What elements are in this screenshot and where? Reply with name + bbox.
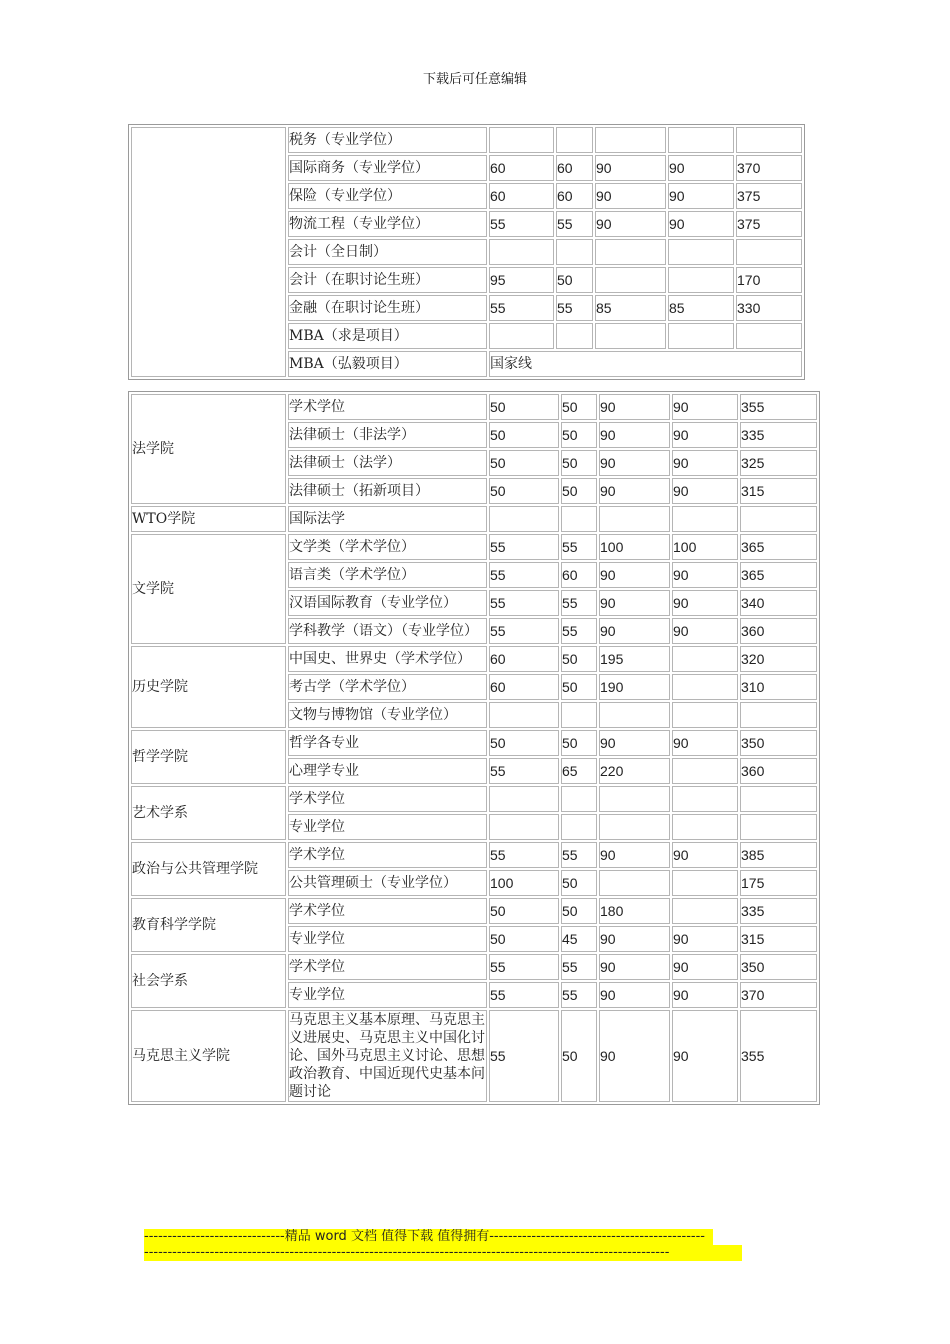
footer-line: ---------------------------------------------------------------------------------------------------------------- <box>144 1245 742 1261</box>
table-row <box>131 646 817 672</box>
score-cell: 50 <box>489 478 559 504</box>
score-cell: 90 <box>668 155 734 181</box>
merged-score-cell: 国家线 <box>489 351 802 377</box>
score-cell <box>599 506 670 532</box>
score-cell: 50 <box>489 730 559 756</box>
score-cell: 55 <box>561 534 597 560</box>
score-cell: 90 <box>672 982 738 1008</box>
score-cell: 50 <box>561 422 597 448</box>
college-cell <box>131 127 286 377</box>
score-cell: 50 <box>561 646 597 672</box>
score-cell: 50 <box>489 926 559 952</box>
score-cell: 90 <box>599 730 670 756</box>
total-score-cell: 355 <box>740 394 817 420</box>
score-cell <box>595 323 666 349</box>
score-cell: 90 <box>599 1010 670 1102</box>
score-cell: 90 <box>672 590 738 616</box>
total-score-cell: 385 <box>740 842 817 868</box>
table-row <box>131 842 817 868</box>
score-cell: 50 <box>489 898 559 924</box>
total-score-cell: 360 <box>740 758 817 784</box>
total-score-cell: 375 <box>736 211 802 237</box>
score-cell: 55 <box>489 758 559 784</box>
score-cell: 90 <box>672 1010 738 1102</box>
program-cell: 学术学位 <box>288 898 487 924</box>
score-cell <box>668 323 734 349</box>
program-cell: 学术学位 <box>288 842 487 868</box>
college-name-cell: 政治与公共管理学院 <box>131 842 286 896</box>
score-cell: 50 <box>561 450 597 476</box>
total-score-cell: 370 <box>736 155 802 181</box>
score-cell: 90 <box>668 211 734 237</box>
score-cell: 55 <box>561 954 597 980</box>
score-cell: 95 <box>489 267 554 293</box>
score-cell: 90 <box>672 842 738 868</box>
total-score-cell <box>740 702 817 728</box>
score-cell: 195 <box>599 646 670 672</box>
program-cell: 国际商务（专业学位） <box>288 155 487 181</box>
score-cell: 90 <box>599 562 670 588</box>
score-cell: 55 <box>561 590 597 616</box>
table-row <box>131 1010 817 1102</box>
score-cell <box>672 870 738 896</box>
total-score-cell <box>740 506 817 532</box>
total-score-cell: 365 <box>740 562 817 588</box>
score-table <box>128 391 820 1105</box>
score-cell <box>489 239 554 265</box>
college-name-cell: 法学院 <box>131 394 286 504</box>
table-row <box>131 730 817 756</box>
program-cell: 会计（在职讨论生班） <box>288 267 487 293</box>
total-score-cell <box>740 814 817 840</box>
score-cell: 90 <box>599 926 670 952</box>
score-cell: 60 <box>561 562 597 588</box>
program-cell: MBA（弘毅项目） <box>288 351 487 377</box>
score-cell: 85 <box>668 295 734 321</box>
footer-banner <box>144 1229 742 1261</box>
score-cell: 55 <box>556 295 593 321</box>
score-cell <box>599 786 670 812</box>
score-cell: 60 <box>556 155 593 181</box>
score-cell: 90 <box>599 618 670 644</box>
score-cell: 220 <box>599 758 670 784</box>
college-name-cell: WTO学院 <box>131 506 286 532</box>
score-cell: 90 <box>599 450 670 476</box>
score-cell: 100 <box>599 534 670 560</box>
program-cell: 税务（专业学位） <box>288 127 487 153</box>
score-cell: 50 <box>561 898 597 924</box>
score-cell <box>668 239 734 265</box>
program-cell: 考古学（学术学位） <box>288 674 487 700</box>
total-score-cell: 350 <box>740 730 817 756</box>
table-row <box>131 394 817 420</box>
total-score-cell <box>736 323 802 349</box>
score-cell <box>672 702 738 728</box>
score-cell: 55 <box>561 618 597 644</box>
score-cell <box>489 814 559 840</box>
program-cell: 文物与博物馆（专业学位） <box>288 702 487 728</box>
total-score-cell: 370 <box>740 982 817 1008</box>
program-cell: 学科教学（语文）（专业学位） <box>288 618 487 644</box>
college-name-cell: 社会学系 <box>131 954 286 1008</box>
total-score-cell: 315 <box>740 926 817 952</box>
program-cell: 金融（在职讨论生班） <box>288 295 487 321</box>
college-name-cell: 历史学院 <box>131 646 286 728</box>
program-cell: 中国史、世界史（学术学位） <box>288 646 487 672</box>
score-cell: 55 <box>489 562 559 588</box>
score-cell <box>599 702 670 728</box>
program-cell: 心理学专业 <box>288 758 487 784</box>
score-cell <box>672 898 738 924</box>
score-cell <box>489 323 554 349</box>
score-cell: 55 <box>489 618 559 644</box>
score-cell: 90 <box>599 590 670 616</box>
score-cell <box>561 786 597 812</box>
score-cell <box>599 814 670 840</box>
program-cell: 法律硕士（拓新项目） <box>288 478 487 504</box>
score-cell: 90 <box>672 478 738 504</box>
total-score-cell: 340 <box>740 590 817 616</box>
score-cell <box>595 239 666 265</box>
score-cell <box>595 267 666 293</box>
total-score-cell: 175 <box>740 870 817 896</box>
score-cell: 180 <box>599 898 670 924</box>
score-cell: 90 <box>599 954 670 980</box>
score-cell: 90 <box>672 730 738 756</box>
score-cell: 45 <box>561 926 597 952</box>
total-score-cell: 355 <box>740 1010 817 1102</box>
table-row <box>131 786 817 812</box>
score-cell: 50 <box>561 478 597 504</box>
score-cell: 50 <box>489 394 559 420</box>
score-cell: 90 <box>595 183 666 209</box>
table-row <box>131 898 817 924</box>
total-score-cell <box>736 127 802 153</box>
program-cell: 哲学各专业 <box>288 730 487 756</box>
program-cell: 语言类（学术学位） <box>288 562 487 588</box>
score-cell: 90 <box>672 422 738 448</box>
score-cell: 55 <box>489 534 559 560</box>
total-score-cell: 315 <box>740 478 817 504</box>
program-cell: 专业学位 <box>288 982 487 1008</box>
score-cell: 55 <box>489 1010 559 1102</box>
total-score-cell <box>736 239 802 265</box>
score-cell <box>556 323 593 349</box>
score-cell <box>668 127 734 153</box>
score-cell: 60 <box>489 155 554 181</box>
score-cell: 50 <box>489 422 559 448</box>
score-cell: 55 <box>556 211 593 237</box>
total-score-cell: 335 <box>740 422 817 448</box>
score-table-continued <box>128 124 805 380</box>
score-cell: 90 <box>668 183 734 209</box>
score-cell: 55 <box>489 211 554 237</box>
score-cell: 55 <box>561 982 597 1008</box>
score-cell: 50 <box>556 267 593 293</box>
score-cell: 90 <box>595 155 666 181</box>
score-cell: 90 <box>672 450 738 476</box>
total-score-cell: 335 <box>740 898 817 924</box>
total-score-cell: 170 <box>736 267 802 293</box>
score-cell <box>561 506 597 532</box>
score-cell: 90 <box>599 842 670 868</box>
college-name-cell: 艺术学系 <box>131 786 286 840</box>
total-score-cell: 330 <box>736 295 802 321</box>
score-cell: 50 <box>561 870 597 896</box>
program-cell: 物流工程（专业学位） <box>288 211 487 237</box>
score-cell: 55 <box>489 954 559 980</box>
score-cell <box>599 870 670 896</box>
score-cell: 90 <box>599 394 670 420</box>
score-cell <box>668 267 734 293</box>
program-cell: 法律硕士（非法学） <box>288 422 487 448</box>
total-score-cell: 350 <box>740 954 817 980</box>
program-cell: 法律硕士（法学） <box>288 450 487 476</box>
score-cell: 55 <box>489 590 559 616</box>
college-name-cell: 文学院 <box>131 534 286 644</box>
score-cell: 55 <box>489 982 559 1008</box>
college-name-cell: 马克思主义学院 <box>131 1010 286 1102</box>
score-cell: 60 <box>556 183 593 209</box>
score-cell <box>672 674 738 700</box>
score-cell: 50 <box>561 394 597 420</box>
score-cell: 90 <box>595 211 666 237</box>
college-name-cell: 教育科学学院 <box>131 898 286 952</box>
score-cell: 65 <box>561 758 597 784</box>
program-cell: 学术学位 <box>288 394 487 420</box>
total-score-cell: 325 <box>740 450 817 476</box>
total-score-cell: 310 <box>740 674 817 700</box>
total-score-cell: 360 <box>740 618 817 644</box>
score-cell: 55 <box>489 295 554 321</box>
score-cell: 100 <box>672 534 738 560</box>
score-cell: 55 <box>561 842 597 868</box>
score-cell: 50 <box>489 450 559 476</box>
program-cell: 会计（全日制） <box>288 239 487 265</box>
program-cell: 保险（专业学位） <box>288 183 487 209</box>
page-header: 下载后可任意编辑 <box>422 72 527 87</box>
score-cell: 60 <box>489 646 559 672</box>
table-row <box>131 534 817 560</box>
score-cell: 50 <box>561 730 597 756</box>
score-cell: 55 <box>489 842 559 868</box>
program-cell: MBA（求是项目） <box>288 323 487 349</box>
score-cell: 90 <box>672 926 738 952</box>
total-score-cell: 320 <box>740 646 817 672</box>
score-cell <box>556 127 593 153</box>
total-score-cell: 375 <box>736 183 802 209</box>
program-cell: 马克思主义基本原理、马克思主义进展史、马克思主义中国化讨论、国外马克思主义讨论、思想政治教育、中国近现代史基本问题讨论 <box>289 1012 485 1100</box>
score-cell <box>489 786 559 812</box>
score-cell: 90 <box>672 618 738 644</box>
score-cell: 100 <box>489 870 559 896</box>
college-name-cell: 哲学学院 <box>131 730 286 784</box>
score-cell: 60 <box>489 183 554 209</box>
footer-line: ------------------------------精品 word 文档 值得下载 值得拥有---------------------------------------------- <box>144 1229 713 1245</box>
total-score-cell: 365 <box>740 534 817 560</box>
score-cell <box>489 702 559 728</box>
score-cell <box>672 814 738 840</box>
score-cell <box>489 506 559 532</box>
score-cell: 90 <box>672 562 738 588</box>
score-cell <box>672 646 738 672</box>
score-cell <box>489 127 554 153</box>
score-cell <box>556 239 593 265</box>
score-cell: 90 <box>672 394 738 420</box>
score-cell <box>595 127 666 153</box>
score-cell: 50 <box>561 674 597 700</box>
score-cell <box>561 814 597 840</box>
table-row <box>131 954 817 980</box>
table-row <box>131 127 802 153</box>
score-cell: 85 <box>595 295 666 321</box>
score-cell: 90 <box>599 478 670 504</box>
program-cell: 国际法学 <box>288 506 487 532</box>
score-cell: 90 <box>672 954 738 980</box>
score-cell: 90 <box>599 982 670 1008</box>
table-row <box>131 506 817 532</box>
program-cell: 汉语国际教育（专业学位） <box>288 590 487 616</box>
score-cell: 90 <box>599 422 670 448</box>
program-cell: 学术学位 <box>288 954 487 980</box>
program-cell: 专业学位 <box>288 814 487 840</box>
score-cell <box>672 786 738 812</box>
score-cell <box>672 506 738 532</box>
score-cell <box>672 758 738 784</box>
program-cell: 公共管理硕士（专业学位） <box>288 870 487 896</box>
total-score-cell <box>740 786 817 812</box>
score-cell: 190 <box>599 674 670 700</box>
score-cell: 60 <box>489 674 559 700</box>
program-cell: 学术学位 <box>288 786 487 812</box>
score-cell: 50 <box>561 1010 597 1102</box>
program-cell: 文学类（学术学位） <box>288 534 487 560</box>
program-cell: 专业学位 <box>288 926 487 952</box>
score-cell <box>561 702 597 728</box>
